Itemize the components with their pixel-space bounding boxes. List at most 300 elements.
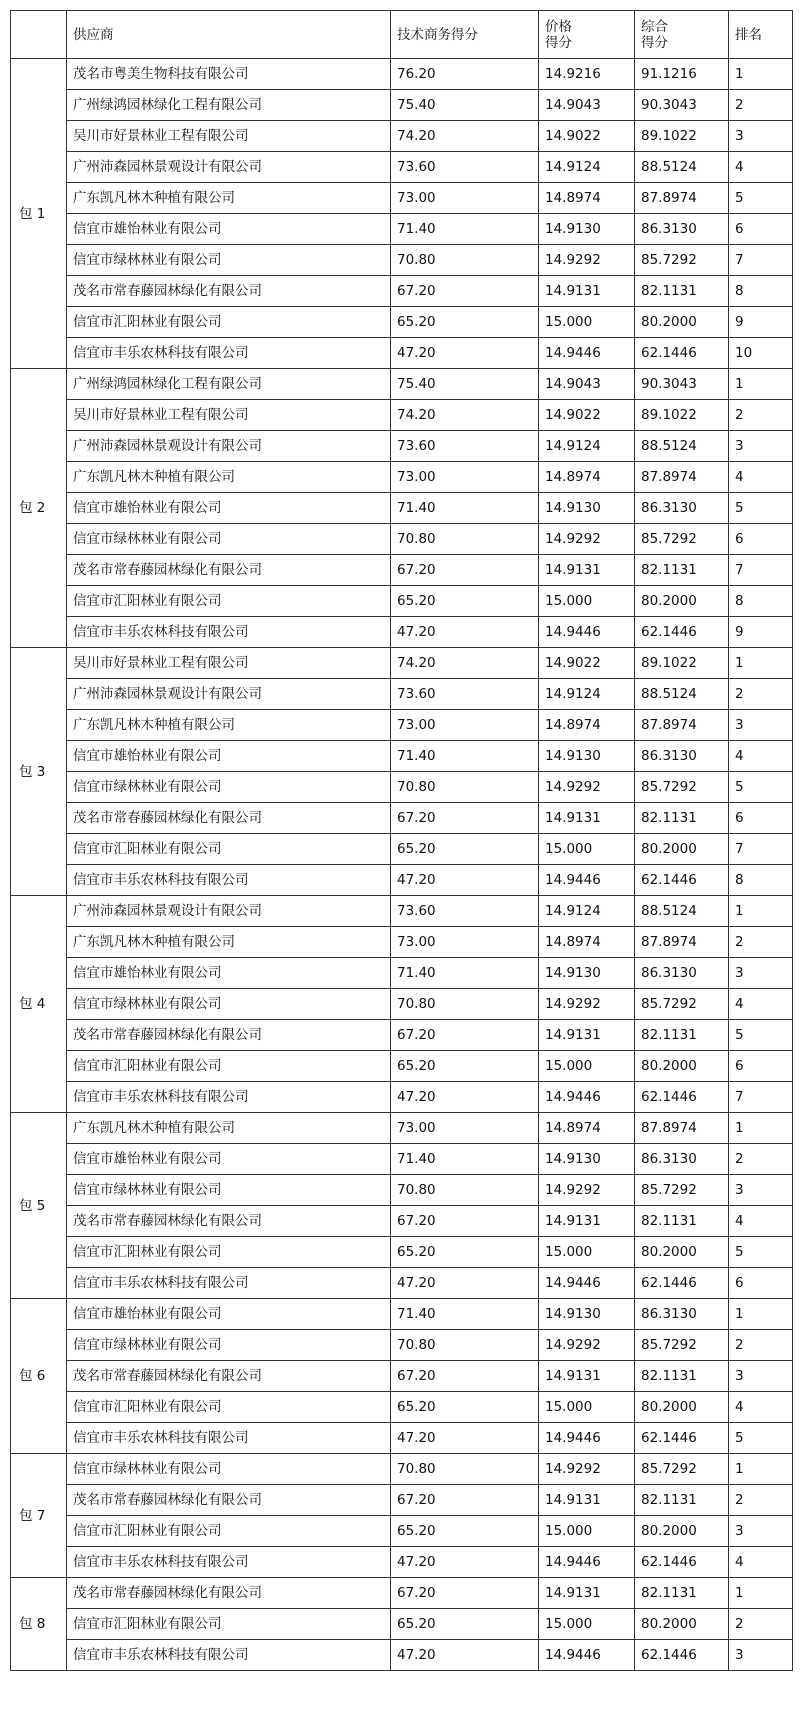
supplier-cell: 信宜市绿林林业有限公司 bbox=[67, 1330, 391, 1361]
tech-score-cell: 73.00 bbox=[391, 462, 539, 493]
price-score-cell: 14.9131 bbox=[539, 1206, 635, 1237]
table-row bbox=[11, 1547, 793, 1578]
tech-score-cell: 71.40 bbox=[391, 741, 539, 772]
price-score-cell: 14.9131 bbox=[539, 1578, 635, 1609]
price-score-cell: 14.9131 bbox=[539, 555, 635, 586]
total-score-cell: 80.2000 bbox=[635, 1051, 729, 1082]
tech-score-cell: 67.20 bbox=[391, 1206, 539, 1237]
package-label: 包 6 bbox=[11, 1299, 67, 1454]
tech-score-cell: 73.00 bbox=[391, 927, 539, 958]
total-score-cell: 80.2000 bbox=[635, 1516, 729, 1547]
tech-score-cell: 47.20 bbox=[391, 1268, 539, 1299]
table-row bbox=[11, 555, 793, 586]
rank-cell: 6 bbox=[729, 803, 793, 834]
supplier-cell: 茂名市常春藤园林绿化有限公司 bbox=[67, 1485, 391, 1516]
price-score-cell: 15.000 bbox=[539, 1609, 635, 1640]
supplier-cell: 茂名市常春藤园林绿化有限公司 bbox=[67, 1578, 391, 1609]
price-score-cell: 14.9446 bbox=[539, 1082, 635, 1113]
supplier-cell: 吴川市好景林业工程有限公司 bbox=[67, 648, 391, 679]
price-score-cell: 14.9292 bbox=[539, 772, 635, 803]
price-score-cell: 15.000 bbox=[539, 586, 635, 617]
rank-cell: 4 bbox=[729, 989, 793, 1020]
rank-cell: 2 bbox=[729, 400, 793, 431]
table-row bbox=[11, 369, 793, 400]
total-score-cell: 62.1446 bbox=[635, 1423, 729, 1454]
price-score-cell: 14.9022 bbox=[539, 648, 635, 679]
price-score-cell: 15.000 bbox=[539, 307, 635, 338]
price-score-cell: 14.9446 bbox=[539, 617, 635, 648]
price-score-cell: 14.9130 bbox=[539, 214, 635, 245]
supplier-cell: 信宜市汇阳林业有限公司 bbox=[67, 1237, 391, 1268]
rank-cell: 10 bbox=[729, 338, 793, 369]
tech-score-cell: 47.20 bbox=[391, 1547, 539, 1578]
supplier-cell: 茂名市常春藤园林绿化有限公司 bbox=[67, 276, 391, 307]
price-score-cell: 15.000 bbox=[539, 1237, 635, 1268]
tech-score-cell: 47.20 bbox=[391, 865, 539, 896]
price-score-cell: 15.000 bbox=[539, 834, 635, 865]
price-score-cell: 14.8974 bbox=[539, 183, 635, 214]
table-row bbox=[11, 1640, 793, 1671]
price-score-cell: 15.000 bbox=[539, 1516, 635, 1547]
rank-cell: 6 bbox=[729, 1051, 793, 1082]
table-row bbox=[11, 400, 793, 431]
table-row bbox=[11, 741, 793, 772]
table-row bbox=[11, 1330, 793, 1361]
price-score-cell: 14.9124 bbox=[539, 431, 635, 462]
tech-score-cell: 75.40 bbox=[391, 90, 539, 121]
table-row bbox=[11, 648, 793, 679]
table-row bbox=[11, 152, 793, 183]
tech-score-cell: 65.20 bbox=[391, 1516, 539, 1547]
header-total-line1: 综合 bbox=[641, 18, 668, 35]
supplier-cell: 信宜市绿林林业有限公司 bbox=[67, 772, 391, 803]
supplier-cell: 信宜市绿林林业有限公司 bbox=[67, 245, 391, 276]
table-row bbox=[11, 1423, 793, 1454]
table-row bbox=[11, 1454, 793, 1485]
rank-cell: 5 bbox=[729, 1020, 793, 1051]
price-score-cell: 14.9292 bbox=[539, 524, 635, 555]
price-score-cell: 14.9292 bbox=[539, 245, 635, 276]
total-score-cell: 87.8974 bbox=[635, 927, 729, 958]
supplier-cell: 信宜市汇阳林业有限公司 bbox=[67, 834, 391, 865]
supplier-cell: 信宜市雄怡林业有限公司 bbox=[67, 741, 391, 772]
rank-cell: 1 bbox=[729, 369, 793, 400]
tech-score-cell: 47.20 bbox=[391, 617, 539, 648]
tech-score-cell: 70.80 bbox=[391, 989, 539, 1020]
header-price-score bbox=[539, 11, 635, 59]
supplier-cell: 广州沛森园林景观设计有限公司 bbox=[67, 679, 391, 710]
table-row bbox=[11, 710, 793, 741]
table-row bbox=[11, 1299, 793, 1330]
tech-score-cell: 73.00 bbox=[391, 183, 539, 214]
supplier-cell: 广东凯凡林木种植有限公司 bbox=[67, 462, 391, 493]
supplier-cell: 信宜市丰乐农林科技有限公司 bbox=[67, 1423, 391, 1454]
price-score-cell: 14.8974 bbox=[539, 1113, 635, 1144]
table-row bbox=[11, 431, 793, 462]
total-score-cell: 62.1446 bbox=[635, 865, 729, 896]
total-score-cell: 85.7292 bbox=[635, 1330, 729, 1361]
tech-score-cell: 73.60 bbox=[391, 431, 539, 462]
table-row bbox=[11, 865, 793, 896]
supplier-cell: 茂名市常春藤园林绿化有限公司 bbox=[67, 1361, 391, 1392]
supplier-cell: 茂名市常春藤园林绿化有限公司 bbox=[67, 555, 391, 586]
tech-score-cell: 73.60 bbox=[391, 152, 539, 183]
supplier-cell: 信宜市雄怡林业有限公司 bbox=[67, 1144, 391, 1175]
rank-cell: 4 bbox=[729, 1206, 793, 1237]
header-rank: 排名 bbox=[729, 11, 793, 59]
price-score-cell: 15.000 bbox=[539, 1051, 635, 1082]
supplier-cell: 广东凯凡林木种植有限公司 bbox=[67, 1113, 391, 1144]
price-score-cell: 14.9130 bbox=[539, 1299, 635, 1330]
supplier-cell: 茂名市粤美生物科技有限公司 bbox=[67, 59, 391, 90]
tech-score-cell: 65.20 bbox=[391, 1609, 539, 1640]
rank-cell: 1 bbox=[729, 648, 793, 679]
total-score-cell: 86.3130 bbox=[635, 958, 729, 989]
table-body bbox=[11, 59, 793, 1671]
tech-score-cell: 70.80 bbox=[391, 1175, 539, 1206]
rank-cell: 9 bbox=[729, 617, 793, 648]
total-score-cell: 90.3043 bbox=[635, 369, 729, 400]
tech-score-cell: 71.40 bbox=[391, 214, 539, 245]
total-score-cell: 86.3130 bbox=[635, 214, 729, 245]
total-score-cell: 86.3130 bbox=[635, 493, 729, 524]
price-score-cell: 14.9130 bbox=[539, 741, 635, 772]
package-label: 包 5 bbox=[11, 1113, 67, 1299]
price-score-cell: 14.8974 bbox=[539, 927, 635, 958]
rank-cell: 4 bbox=[729, 1547, 793, 1578]
price-score-cell: 14.9124 bbox=[539, 152, 635, 183]
price-score-cell: 14.9131 bbox=[539, 803, 635, 834]
total-score-cell: 85.7292 bbox=[635, 245, 729, 276]
price-score-cell: 15.000 bbox=[539, 1392, 635, 1423]
tech-score-cell: 70.80 bbox=[391, 1330, 539, 1361]
total-score-cell: 80.2000 bbox=[635, 1237, 729, 1268]
table-row bbox=[11, 338, 793, 369]
table-row bbox=[11, 772, 793, 803]
header-price-line2: 得分 bbox=[545, 34, 572, 51]
rank-cell: 2 bbox=[729, 1144, 793, 1175]
supplier-cell: 信宜市丰乐农林科技有限公司 bbox=[67, 1547, 391, 1578]
price-score-cell: 14.9130 bbox=[539, 493, 635, 524]
supplier-cell: 信宜市丰乐农林科技有限公司 bbox=[67, 865, 391, 896]
total-score-cell: 82.1131 bbox=[635, 1361, 729, 1392]
table-row bbox=[11, 90, 793, 121]
table-header bbox=[11, 11, 793, 59]
table-row bbox=[11, 1206, 793, 1237]
table-row bbox=[11, 989, 793, 1020]
rank-cell: 3 bbox=[729, 958, 793, 989]
total-score-cell: 91.1216 bbox=[635, 59, 729, 90]
total-score-cell: 85.7292 bbox=[635, 1454, 729, 1485]
total-score-cell: 80.2000 bbox=[635, 834, 729, 865]
price-score-cell: 14.9446 bbox=[539, 338, 635, 369]
rank-cell: 3 bbox=[729, 1361, 793, 1392]
table-row bbox=[11, 1020, 793, 1051]
total-score-cell: 62.1446 bbox=[635, 1082, 729, 1113]
total-score-cell: 62.1446 bbox=[635, 338, 729, 369]
rank-cell: 1 bbox=[729, 59, 793, 90]
rank-cell: 2 bbox=[729, 1330, 793, 1361]
table-row bbox=[11, 1175, 793, 1206]
tech-score-cell: 74.20 bbox=[391, 121, 539, 152]
table-row bbox=[11, 1392, 793, 1423]
rank-cell: 2 bbox=[729, 927, 793, 958]
supplier-cell: 广东凯凡林木种植有限公司 bbox=[67, 927, 391, 958]
tech-score-cell: 73.60 bbox=[391, 679, 539, 710]
header-supplier: 供应商 bbox=[67, 11, 391, 59]
table-row bbox=[11, 1144, 793, 1175]
supplier-cell: 信宜市汇阳林业有限公司 bbox=[67, 1609, 391, 1640]
price-score-cell: 14.9131 bbox=[539, 276, 635, 307]
supplier-cell: 广州沛森园林景观设计有限公司 bbox=[67, 431, 391, 462]
price-score-cell: 14.9216 bbox=[539, 59, 635, 90]
rank-cell: 2 bbox=[729, 90, 793, 121]
price-score-cell: 14.9124 bbox=[539, 679, 635, 710]
table-row bbox=[11, 1609, 793, 1640]
total-score-cell: 86.3130 bbox=[635, 1299, 729, 1330]
rank-cell: 7 bbox=[729, 555, 793, 586]
rank-cell: 5 bbox=[729, 1237, 793, 1268]
table-row bbox=[11, 1485, 793, 1516]
price-score-cell: 14.9130 bbox=[539, 958, 635, 989]
supplier-cell: 广东凯凡林木种植有限公司 bbox=[67, 183, 391, 214]
total-score-cell: 90.3043 bbox=[635, 90, 729, 121]
price-score-cell: 14.9446 bbox=[539, 1547, 635, 1578]
table-row bbox=[11, 276, 793, 307]
supplier-cell: 信宜市汇阳林业有限公司 bbox=[67, 307, 391, 338]
total-score-cell: 82.1131 bbox=[635, 276, 729, 307]
table-row bbox=[11, 1516, 793, 1547]
supplier-cell: 信宜市雄怡林业有限公司 bbox=[67, 493, 391, 524]
tech-score-cell: 71.40 bbox=[391, 1299, 539, 1330]
price-score-cell: 14.9131 bbox=[539, 1485, 635, 1516]
tech-score-cell: 67.20 bbox=[391, 1361, 539, 1392]
total-score-cell: 85.7292 bbox=[635, 989, 729, 1020]
total-score-cell: 89.1022 bbox=[635, 648, 729, 679]
rank-cell: 3 bbox=[729, 1640, 793, 1671]
total-score-cell: 86.3130 bbox=[635, 1144, 729, 1175]
tech-score-cell: 73.00 bbox=[391, 1113, 539, 1144]
rank-cell: 6 bbox=[729, 1268, 793, 1299]
total-score-cell: 80.2000 bbox=[635, 307, 729, 338]
tech-score-cell: 75.40 bbox=[391, 369, 539, 400]
price-score-cell: 14.9292 bbox=[539, 1454, 635, 1485]
header-total-line2: 得分 bbox=[641, 34, 668, 51]
rank-cell: 7 bbox=[729, 1082, 793, 1113]
tech-score-cell: 47.20 bbox=[391, 1423, 539, 1454]
total-score-cell: 88.5124 bbox=[635, 431, 729, 462]
supplier-cell: 信宜市雄怡林业有限公司 bbox=[67, 958, 391, 989]
total-score-cell: 62.1446 bbox=[635, 617, 729, 648]
tech-score-cell: 74.20 bbox=[391, 648, 539, 679]
price-score-cell: 14.8974 bbox=[539, 462, 635, 493]
tech-score-cell: 67.20 bbox=[391, 1485, 539, 1516]
total-score-cell: 88.5124 bbox=[635, 152, 729, 183]
tech-score-cell: 65.20 bbox=[391, 1237, 539, 1268]
price-score-cell: 14.9131 bbox=[539, 1020, 635, 1051]
tech-score-cell: 71.40 bbox=[391, 958, 539, 989]
rank-cell: 5 bbox=[729, 1423, 793, 1454]
rank-cell: 2 bbox=[729, 1485, 793, 1516]
total-score-cell: 80.2000 bbox=[635, 1609, 729, 1640]
table-row bbox=[11, 245, 793, 276]
rank-cell: 9 bbox=[729, 307, 793, 338]
package-label: 包 1 bbox=[11, 59, 67, 369]
supplier-cell: 信宜市绿林林业有限公司 bbox=[67, 1454, 391, 1485]
table-row bbox=[11, 183, 793, 214]
rank-cell: 3 bbox=[729, 431, 793, 462]
tech-score-cell: 74.20 bbox=[391, 400, 539, 431]
supplier-cell: 吴川市好景林业工程有限公司 bbox=[67, 121, 391, 152]
rank-cell: 1 bbox=[729, 1578, 793, 1609]
supplier-cell: 信宜市雄怡林业有限公司 bbox=[67, 1299, 391, 1330]
table-row bbox=[11, 1113, 793, 1144]
price-score-cell: 14.9446 bbox=[539, 865, 635, 896]
table-row bbox=[11, 679, 793, 710]
price-score-cell: 14.8974 bbox=[539, 710, 635, 741]
tech-score-cell: 71.40 bbox=[391, 1144, 539, 1175]
table-row bbox=[11, 1268, 793, 1299]
supplier-cell: 信宜市汇阳林业有限公司 bbox=[67, 586, 391, 617]
supplier-cell: 信宜市汇阳林业有限公司 bbox=[67, 1051, 391, 1082]
total-score-cell: 88.5124 bbox=[635, 679, 729, 710]
supplier-cell: 吴川市好景林业工程有限公司 bbox=[67, 400, 391, 431]
price-score-cell: 14.9446 bbox=[539, 1640, 635, 1671]
total-score-cell: 82.1131 bbox=[635, 1206, 729, 1237]
supplier-cell: 茂名市常春藤园林绿化有限公司 bbox=[67, 1206, 391, 1237]
supplier-cell: 茂名市常春藤园林绿化有限公司 bbox=[67, 803, 391, 834]
total-score-cell: 89.1022 bbox=[635, 400, 729, 431]
total-score-cell: 87.8974 bbox=[635, 462, 729, 493]
rank-cell: 4 bbox=[729, 152, 793, 183]
tech-score-cell: 47.20 bbox=[391, 1082, 539, 1113]
total-score-cell: 80.2000 bbox=[635, 1392, 729, 1423]
tech-score-cell: 47.20 bbox=[391, 338, 539, 369]
header-package-cell bbox=[11, 11, 67, 59]
price-score-cell: 14.9131 bbox=[539, 1361, 635, 1392]
total-score-cell: 82.1131 bbox=[635, 1020, 729, 1051]
price-score-cell: 14.9043 bbox=[539, 90, 635, 121]
header-total-score bbox=[635, 11, 729, 59]
tech-score-cell: 65.20 bbox=[391, 1392, 539, 1423]
supplier-cell: 信宜市绿林林业有限公司 bbox=[67, 524, 391, 555]
table-row bbox=[11, 524, 793, 555]
rank-cell: 8 bbox=[729, 865, 793, 896]
table-row bbox=[11, 1082, 793, 1113]
score-table bbox=[10, 10, 793, 1671]
rank-cell: 5 bbox=[729, 493, 793, 524]
total-score-cell: 87.8974 bbox=[635, 1113, 729, 1144]
supplier-cell: 广东凯凡林木种植有限公司 bbox=[67, 710, 391, 741]
tech-score-cell: 67.20 bbox=[391, 276, 539, 307]
total-score-cell: 87.8974 bbox=[635, 710, 729, 741]
supplier-cell: 广州绿鸿园林绿化工程有限公司 bbox=[67, 369, 391, 400]
rank-cell: 5 bbox=[729, 772, 793, 803]
total-score-cell: 88.5124 bbox=[635, 896, 729, 927]
supplier-cell: 信宜市丰乐农林科技有限公司 bbox=[67, 1082, 391, 1113]
total-score-cell: 62.1446 bbox=[635, 1268, 729, 1299]
table-row bbox=[11, 927, 793, 958]
rank-cell: 2 bbox=[729, 1609, 793, 1640]
header-row bbox=[11, 11, 793, 59]
rank-cell: 5 bbox=[729, 183, 793, 214]
tech-score-cell: 70.80 bbox=[391, 1454, 539, 1485]
table-row bbox=[11, 59, 793, 90]
supplier-cell: 广州沛森园林景观设计有限公司 bbox=[67, 152, 391, 183]
tech-score-cell: 65.20 bbox=[391, 307, 539, 338]
tech-score-cell: 67.20 bbox=[391, 1578, 539, 1609]
tech-score-cell: 67.20 bbox=[391, 803, 539, 834]
total-score-cell: 85.7292 bbox=[635, 524, 729, 555]
total-score-cell: 89.1022 bbox=[635, 121, 729, 152]
tech-score-cell: 70.80 bbox=[391, 245, 539, 276]
table-row bbox=[11, 617, 793, 648]
tech-score-cell: 47.20 bbox=[391, 1640, 539, 1671]
table-row bbox=[11, 1578, 793, 1609]
rank-cell: 8 bbox=[729, 586, 793, 617]
total-score-cell: 82.1131 bbox=[635, 803, 729, 834]
total-score-cell: 86.3130 bbox=[635, 741, 729, 772]
total-score-cell: 87.8974 bbox=[635, 183, 729, 214]
rank-cell: 1 bbox=[729, 1299, 793, 1330]
rank-cell: 4 bbox=[729, 462, 793, 493]
rank-cell: 6 bbox=[729, 214, 793, 245]
supplier-cell: 信宜市绿林林业有限公司 bbox=[67, 989, 391, 1020]
rank-cell: 1 bbox=[729, 1113, 793, 1144]
header-price-line1: 价格 bbox=[545, 18, 572, 35]
rank-cell: 8 bbox=[729, 276, 793, 307]
tech-score-cell: 70.80 bbox=[391, 524, 539, 555]
rank-cell: 7 bbox=[729, 834, 793, 865]
supplier-cell: 信宜市汇阳林业有限公司 bbox=[67, 1516, 391, 1547]
table-row bbox=[11, 214, 793, 245]
table-row bbox=[11, 307, 793, 338]
price-score-cell: 14.9130 bbox=[539, 1144, 635, 1175]
price-score-cell: 14.9022 bbox=[539, 400, 635, 431]
table-row bbox=[11, 834, 793, 865]
tech-score-cell: 73.60 bbox=[391, 896, 539, 927]
supplier-cell: 茂名市常春藤园林绿化有限公司 bbox=[67, 1020, 391, 1051]
tech-score-cell: 71.40 bbox=[391, 493, 539, 524]
rank-cell: 3 bbox=[729, 1175, 793, 1206]
package-label: 包 4 bbox=[11, 896, 67, 1113]
price-score-cell: 14.9446 bbox=[539, 1423, 635, 1454]
table-row bbox=[11, 493, 793, 524]
tech-score-cell: 67.20 bbox=[391, 555, 539, 586]
supplier-cell: 信宜市雄怡林业有限公司 bbox=[67, 214, 391, 245]
supplier-cell: 信宜市丰乐农林科技有限公司 bbox=[67, 1640, 391, 1671]
total-score-cell: 82.1131 bbox=[635, 555, 729, 586]
rank-cell: 6 bbox=[729, 524, 793, 555]
package-label: 包 8 bbox=[11, 1578, 67, 1671]
supplier-cell: 信宜市丰乐农林科技有限公司 bbox=[67, 1268, 391, 1299]
price-score-cell: 14.9043 bbox=[539, 369, 635, 400]
rank-cell: 3 bbox=[729, 710, 793, 741]
package-label: 包 2 bbox=[11, 369, 67, 648]
supplier-cell: 信宜市丰乐农林科技有限公司 bbox=[67, 617, 391, 648]
total-score-cell: 82.1131 bbox=[635, 1578, 729, 1609]
table-row bbox=[11, 1237, 793, 1268]
package-label: 包 7 bbox=[11, 1454, 67, 1578]
tech-score-cell: 73.00 bbox=[391, 710, 539, 741]
tech-score-cell: 76.20 bbox=[391, 59, 539, 90]
table-row bbox=[11, 958, 793, 989]
table-row bbox=[11, 586, 793, 617]
total-score-cell: 82.1131 bbox=[635, 1485, 729, 1516]
rank-cell: 4 bbox=[729, 741, 793, 772]
package-label: 包 3 bbox=[11, 648, 67, 896]
price-score-cell: 14.9292 bbox=[539, 1175, 635, 1206]
